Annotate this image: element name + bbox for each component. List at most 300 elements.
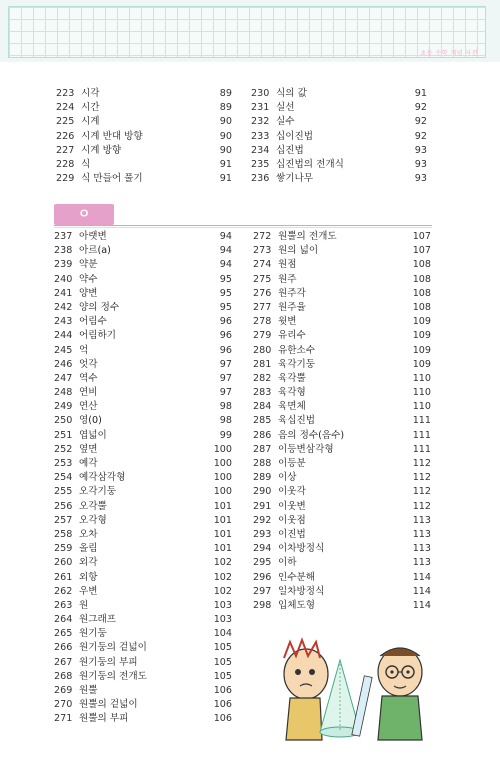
entry-number: 273 (253, 245, 272, 257)
index-entry (54, 627, 232, 641)
entry-page: 101 (213, 500, 232, 512)
entry-term: 원기둥의 부피 (79, 656, 138, 668)
entry-term: 육십진법 (278, 415, 316, 427)
entry-page: 111 (412, 443, 431, 455)
index-entry (54, 485, 232, 499)
index-entry (253, 471, 431, 485)
entry-page: 114 (412, 585, 431, 597)
entry-number: 246 (54, 358, 73, 370)
entry-number: 248 (54, 387, 73, 399)
entry-page: 103 (213, 614, 232, 626)
entry-term: 원의 넓이 (278, 245, 319, 257)
entry-term: 시계 반대 방향 (81, 130, 143, 142)
entry-page: 94 (219, 245, 232, 257)
index-entry (54, 556, 232, 570)
entry-number: 290 (253, 486, 272, 498)
entry-term: 식 (81, 158, 91, 170)
index-entry (253, 585, 431, 599)
entry-number: 279 (253, 330, 272, 342)
index-entry (56, 130, 232, 144)
entry-page: 110 (412, 387, 431, 399)
index-entry (54, 585, 232, 599)
index-entry (251, 172, 427, 186)
section-divider-secondary (54, 227, 432, 228)
entry-number: 236 (251, 173, 270, 185)
entry-number: 237 (54, 231, 73, 242)
entry-number: 267 (54, 656, 73, 668)
entry-term: 원주각 (278, 287, 306, 299)
index-entry (253, 372, 431, 386)
index-entry (54, 712, 232, 726)
entry-page: 91 (219, 173, 232, 185)
entry-page: 105 (213, 642, 232, 654)
entry-number: 240 (54, 273, 73, 285)
index-entry (54, 670, 232, 684)
entry-term: 약분 (79, 259, 98, 271)
entry-number: 231 (251, 102, 270, 114)
index-entry (56, 101, 232, 115)
entry-number: 275 (253, 273, 272, 285)
index-entry (54, 386, 232, 400)
entry-page: 98 (219, 415, 232, 427)
entry-page: 113 (412, 528, 431, 540)
index-entry (54, 571, 232, 585)
entry-page: 93 (414, 144, 427, 156)
index-entry (54, 230, 232, 244)
entry-page: 106 (213, 699, 232, 711)
entry-term: 십진법 (276, 144, 304, 156)
entry-page: 100 (213, 486, 232, 498)
entry-term: 원 (79, 599, 89, 611)
index-entry (54, 641, 232, 655)
entry-number: 234 (251, 144, 270, 156)
entry-number: 225 (56, 116, 75, 128)
entry-term: 아르(a) (79, 245, 111, 257)
entry-page: 113 (412, 543, 431, 555)
index-entry (253, 287, 431, 301)
entry-page: 96 (219, 330, 232, 342)
entry-term: 어림수 (79, 316, 107, 328)
entry-term: 영(0) (79, 415, 102, 427)
entry-page: 95 (219, 273, 232, 285)
entry-term: 입체도형 (278, 599, 316, 611)
entry-number: 284 (253, 401, 272, 413)
index-entry (54, 684, 232, 698)
entry-number: 257 (54, 514, 73, 526)
entry-page: 113 (412, 557, 431, 569)
index-entry (253, 599, 431, 613)
entry-page: 97 (219, 387, 232, 399)
index-entry (253, 414, 431, 428)
entry-number: 230 (251, 88, 270, 99)
entry-page: 109 (412, 344, 431, 356)
index-entry (54, 414, 232, 428)
entry-number: 229 (56, 173, 75, 185)
index-entry (56, 172, 232, 186)
entry-page: 96 (219, 344, 232, 356)
index-entry (251, 115, 427, 129)
entry-page: 105 (213, 656, 232, 668)
index-entry (54, 315, 232, 329)
entry-term: 역수 (79, 372, 98, 384)
entry-term: 실수 (276, 116, 295, 128)
entry-term: 이웃변 (278, 500, 306, 512)
entry-term: 아랫변 (79, 231, 107, 242)
entry-number: 276 (253, 287, 272, 299)
entry-page: 109 (412, 330, 431, 342)
entry-term: 이차방정식 (278, 543, 325, 555)
entry-page: 97 (219, 358, 232, 370)
index-entry (54, 358, 232, 372)
entry-term: 유리수 (278, 330, 306, 342)
entry-term: 원주율 (278, 301, 306, 313)
entry-term: 일차방정식 (278, 585, 325, 597)
entry-page: 100 (213, 472, 232, 484)
index-entry (54, 613, 232, 627)
entry-number: 293 (253, 528, 272, 540)
index-entry (54, 457, 232, 471)
entry-page: 106 (213, 713, 232, 725)
index-entry (54, 258, 232, 272)
entry-term: 실선 (276, 102, 295, 114)
entry-page: 93 (414, 173, 427, 185)
entry-number: 269 (54, 685, 73, 696)
entry-term: 시계 (81, 116, 100, 128)
entry-page: 102 (213, 571, 232, 583)
cartoon-illustration (262, 636, 432, 746)
index-entry (54, 372, 232, 386)
index-entry (54, 443, 232, 457)
entry-term: 이진법 (278, 528, 306, 540)
entry-page: 113 (412, 514, 431, 526)
entry-term: 육각형 (278, 387, 306, 399)
entry-page: 94 (219, 231, 232, 242)
section-label: ㅇ (77, 207, 91, 222)
entry-term: 오차 (79, 528, 98, 540)
index-column-top-left (56, 87, 232, 186)
entry-term: 원기둥의 겉넓이 (79, 642, 147, 654)
entry-number: 285 (253, 415, 272, 427)
entry-number: 224 (56, 102, 75, 114)
entry-term: 음의 정수(음수) (278, 429, 345, 441)
entry-page: 90 (219, 144, 232, 156)
entry-number: 263 (54, 599, 73, 611)
entry-page: 89 (219, 102, 232, 114)
entry-term: 원뿔의 겉넓이 (79, 699, 138, 711)
entry-page: 101 (213, 543, 232, 555)
index-entry (54, 514, 232, 528)
entry-page: 110 (412, 401, 431, 413)
index-entry (54, 301, 232, 315)
entry-number: 264 (54, 614, 73, 626)
entry-number: 270 (54, 699, 73, 711)
entry-term: 원뿔의 부피 (79, 713, 129, 725)
entry-page: 102 (213, 585, 232, 597)
index-entry (253, 400, 431, 414)
entry-number: 227 (56, 144, 75, 156)
entry-page: 100 (213, 458, 232, 469)
entry-page: 92 (414, 116, 427, 128)
index-entry (253, 386, 431, 400)
entry-number: 235 (251, 158, 270, 170)
index-entry (54, 500, 232, 514)
entry-term: 약수 (79, 273, 98, 285)
entry-number: 298 (253, 599, 272, 611)
entry-number: 250 (54, 415, 73, 427)
entry-term: 인수분해 (278, 571, 316, 583)
entry-number: 261 (54, 571, 73, 583)
entry-page: 101 (213, 514, 232, 526)
index-entry (253, 258, 431, 272)
entry-number: 278 (253, 316, 272, 328)
index-entry (56, 115, 232, 129)
entry-number: 254 (54, 472, 73, 484)
index-entry (56, 158, 232, 172)
entry-number: 272 (253, 231, 272, 242)
index-entry (251, 158, 427, 172)
entry-page: 110 (412, 372, 431, 384)
entry-page: 108 (412, 273, 431, 285)
entry-number: 294 (253, 543, 272, 555)
entry-number: 280 (253, 344, 272, 356)
entry-term: 원주 (278, 273, 297, 285)
index-column-top-right (251, 87, 427, 186)
entry-number: 260 (54, 557, 73, 569)
entry-term: 옆면 (79, 443, 98, 455)
entry-term: 이웃각 (278, 486, 306, 498)
entry-term: 연비 (79, 387, 98, 399)
entry-number: 251 (54, 429, 73, 441)
index-entry (253, 542, 431, 556)
index-entry (253, 500, 431, 514)
entry-page: 109 (412, 358, 431, 370)
entry-page: 91 (219, 158, 232, 170)
entry-term: 오각형 (79, 514, 107, 526)
index-entry (251, 87, 427, 101)
entry-page: 98 (219, 401, 232, 413)
entry-number: 295 (253, 557, 272, 569)
entry-number: 286 (253, 429, 272, 441)
index-entry (253, 329, 431, 343)
entry-term: 십이진법 (276, 130, 314, 142)
entry-number: 233 (251, 130, 270, 142)
entry-page: 108 (412, 287, 431, 299)
entry-number: 289 (253, 472, 272, 484)
entry-term: 이등변삼각형 (278, 443, 334, 455)
entry-number: 255 (54, 486, 73, 498)
entry-term: 원기둥 (79, 628, 107, 640)
entry-page: 114 (412, 571, 431, 583)
index-entry (56, 87, 232, 101)
entry-number: 297 (253, 585, 272, 597)
entry-page: 96 (219, 316, 232, 328)
index-entry (54, 287, 232, 301)
entry-number: 281 (253, 358, 272, 370)
entry-page: 108 (412, 301, 431, 313)
entry-term: 엇각 (79, 358, 98, 370)
entry-number: 239 (54, 259, 73, 271)
entry-term: 예각 (79, 458, 98, 469)
index-column-bottom-right (253, 230, 431, 613)
entry-page: 107 (412, 245, 431, 257)
entry-page: 95 (219, 287, 232, 299)
index-entry (253, 230, 431, 244)
entry-number: 292 (253, 514, 272, 526)
entry-term: 연산 (79, 401, 98, 413)
index-entry (54, 599, 232, 613)
entry-term: 윗변 (278, 316, 297, 328)
entry-term: 이하 (278, 557, 297, 569)
entry-number: 256 (54, 500, 73, 512)
index-entry (253, 571, 431, 585)
entry-number: 228 (56, 158, 75, 170)
section-divider (54, 225, 432, 226)
index-entry (54, 429, 232, 443)
index-entry (54, 698, 232, 712)
entry-term: 오각뿔 (79, 500, 107, 512)
entry-term: 육각기둥 (278, 358, 316, 370)
entry-page: 112 (412, 472, 431, 484)
entry-number: 249 (54, 401, 73, 413)
entry-page: 103 (213, 599, 232, 611)
entry-term: 육면체 (278, 401, 306, 413)
entry-number: 243 (54, 316, 73, 328)
entry-number: 226 (56, 130, 75, 142)
entry-page: 106 (213, 685, 232, 696)
entry-page: 105 (213, 670, 232, 682)
entry-page: 92 (414, 130, 427, 142)
index-entry (54, 542, 232, 556)
header-band (0, 0, 500, 62)
index-column-bottom-left (54, 230, 232, 727)
entry-term: 원그래프 (79, 614, 117, 626)
entry-page: 90 (219, 116, 232, 128)
grid-paper-decoration (8, 6, 486, 58)
entry-page: 102 (213, 557, 232, 569)
entry-page: 100 (213, 443, 232, 455)
entry-term: 외각 (79, 557, 98, 569)
index-entry (54, 344, 232, 358)
index-entry (253, 485, 431, 499)
index-entry (253, 514, 431, 528)
entry-term: 원기둥의 전개도 (79, 670, 147, 682)
entry-term: 원뿔의 전개도 (278, 231, 337, 242)
entry-page: 89 (219, 88, 232, 99)
index-entry (253, 301, 431, 315)
entry-number: 277 (253, 301, 272, 313)
entry-number: 287 (253, 443, 272, 455)
entry-term: 쌓기나무 (276, 173, 314, 185)
entry-term: 이등분 (278, 458, 306, 469)
entry-page: 97 (219, 372, 232, 384)
index-entry (253, 315, 431, 329)
entry-number: 259 (54, 543, 73, 555)
entry-term: 양변 (79, 287, 98, 299)
entry-number: 283 (253, 387, 272, 399)
index-entry (251, 130, 427, 144)
entry-number: 268 (54, 670, 73, 682)
entry-page: 111 (412, 429, 431, 441)
entry-page: 112 (412, 500, 431, 512)
index-entry (54, 273, 232, 287)
index-entry (253, 443, 431, 457)
header-decor-text: 초등 수학 개념 사전 (420, 50, 478, 57)
entry-page: 91 (414, 88, 427, 99)
entry-number: 253 (54, 458, 73, 469)
entry-number: 265 (54, 628, 73, 640)
entry-term: 우변 (79, 585, 98, 597)
index-entry (253, 344, 431, 358)
entry-page: 111 (412, 415, 431, 427)
entry-number: 258 (54, 528, 73, 540)
entry-number: 242 (54, 301, 73, 313)
entry-number: 271 (54, 713, 73, 725)
entry-number: 247 (54, 372, 73, 384)
entry-term: 원뿔 (79, 685, 98, 696)
entry-number: 252 (54, 443, 73, 455)
index-entry (253, 556, 431, 570)
entry-term: 이웃점 (278, 514, 306, 526)
entry-number: 245 (54, 344, 73, 356)
index-entry (253, 273, 431, 287)
entry-page: 99 (219, 429, 232, 441)
entry-page: 93 (414, 158, 427, 170)
index-entry (54, 656, 232, 670)
entry-page: 104 (213, 628, 232, 640)
index-entry (253, 358, 431, 372)
entry-number: 232 (251, 116, 270, 128)
entry-term: 식 만들어 풀기 (81, 173, 143, 185)
entry-term: 어림하기 (79, 330, 117, 342)
index-entry (54, 400, 232, 414)
index-entry (54, 244, 232, 258)
entry-page: 90 (219, 130, 232, 142)
index-entry (54, 528, 232, 542)
entry-number: 282 (253, 372, 272, 384)
entry-term: 예각삼각형 (79, 472, 126, 484)
entry-term: 억 (79, 344, 89, 356)
index-entry (253, 528, 431, 542)
entry-page: 114 (412, 599, 431, 611)
index-entry (54, 471, 232, 485)
entry-term: 시각 (81, 88, 100, 99)
entry-number: 288 (253, 458, 272, 469)
entry-page: 107 (412, 231, 431, 242)
entry-term: 시계 방향 (81, 144, 122, 156)
entry-term: 원점 (278, 259, 297, 271)
entry-term: 시간 (81, 102, 100, 114)
entry-page: 108 (412, 259, 431, 271)
entry-term: 십진법의 전개식 (276, 158, 344, 170)
index-entry (251, 144, 427, 158)
entry-term: 외항 (79, 571, 98, 583)
entry-page: 92 (414, 102, 427, 114)
section-header (54, 204, 432, 226)
entry-number: 238 (54, 245, 73, 257)
entry-term: 양의 정수 (79, 301, 120, 313)
entry-number: 274 (253, 259, 272, 271)
entry-term: 육각뿔 (278, 372, 306, 384)
index-entry (253, 429, 431, 443)
entry-number: 291 (253, 500, 272, 512)
index-entry (251, 101, 427, 115)
entry-number: 266 (54, 642, 73, 654)
entry-number: 244 (54, 330, 73, 342)
index-entry (253, 244, 431, 258)
entry-term: 유한소수 (278, 344, 316, 356)
entry-term: 엽넓이 (79, 429, 107, 441)
entry-term: 이상 (278, 472, 297, 484)
